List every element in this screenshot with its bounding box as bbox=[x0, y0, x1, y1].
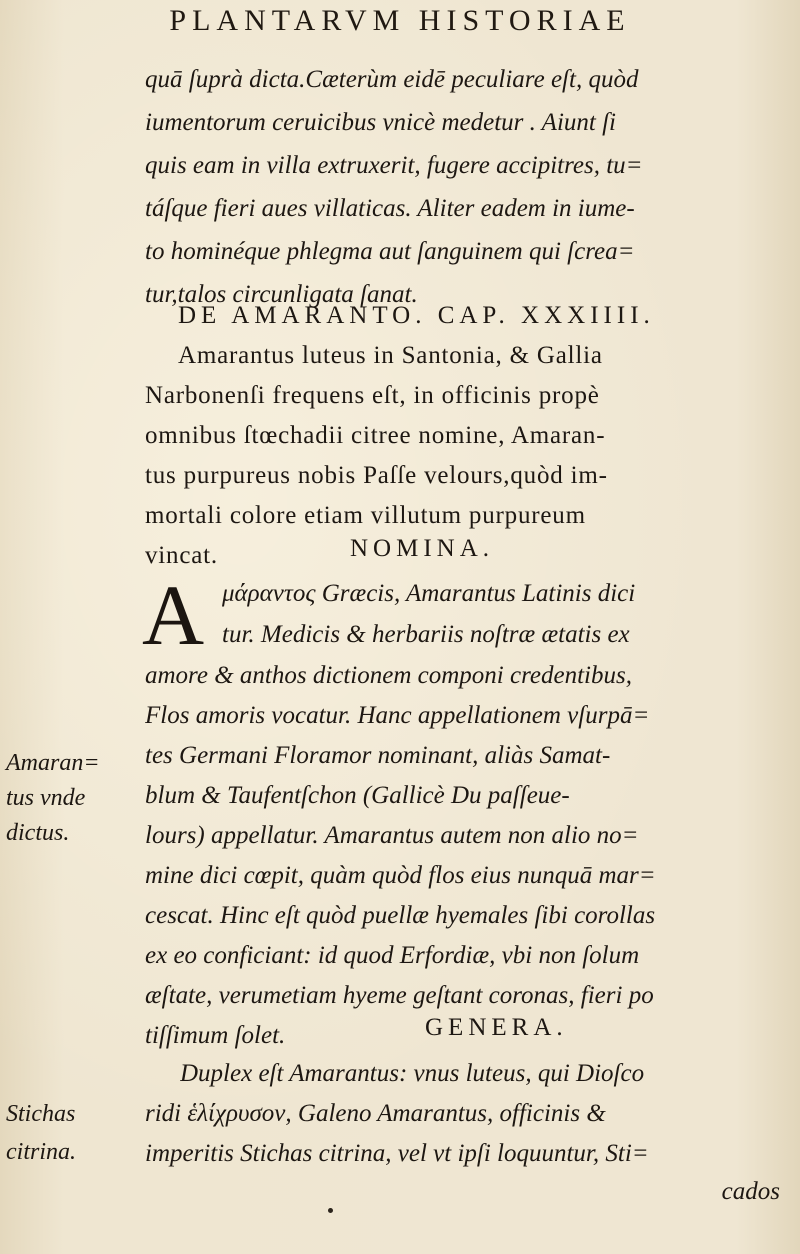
text-line: imperitis Stichas citrina, vel vt ipſi loquuntur, Sti= bbox=[145, 1140, 649, 1167]
margin-note: Amaran= bbox=[6, 750, 100, 776]
margin-note: tus vnde bbox=[6, 785, 86, 811]
text-line: táſque fieri aues villaticas. Aliter eadem in iume- bbox=[145, 195, 635, 222]
section-heading-nomina: NOMINA. bbox=[350, 535, 495, 562]
catchword: cados bbox=[721, 1178, 780, 1205]
margin-note: Stichas bbox=[6, 1101, 76, 1127]
text-line: Narbonenſi frequens eſt, in officinis propè bbox=[145, 382, 600, 409]
text-line: tus purpureus nobis Paſſe velours,quòd im- bbox=[145, 462, 608, 489]
running-head: PLANTARVM HISTORIAE bbox=[169, 4, 631, 37]
text-line: ex eo conficiant: id quod Erfordiæ, vbi non ſolum bbox=[145, 942, 640, 969]
text-line: lours) appellatur. Amarantus autem non alio no= bbox=[145, 822, 639, 849]
margin-note: citrina. bbox=[6, 1139, 76, 1165]
text-line: æſtate, verumetiam hyeme geſtant coronas, fieri po bbox=[145, 982, 654, 1009]
chapter-heading: DE AMARANTO. CAP. XXXIIII. bbox=[178, 302, 655, 329]
text-line: Flos amoris vocatur. Hanc appellationem vſurpā= bbox=[145, 702, 650, 729]
text-line: tes Germani Floramor nominant, aliàs Samat- bbox=[145, 742, 611, 769]
text-line: mortali colore etiam villutum purpureum bbox=[145, 502, 586, 529]
text-line: Amarantus luteus in Santonia, & Gallia bbox=[178, 342, 603, 369]
text-line: Duplex eſt Amarantus: vnus luteus, qui Dioſco bbox=[180, 1060, 645, 1087]
text-line: to hominéque phlegma aut ſanguinem qui ſcrea= bbox=[145, 238, 635, 265]
text-line: iumentorum ceruicibus vnicè medetur . Aiunt ſi bbox=[145, 109, 616, 136]
text-line: mine dici cœpit, quàm quòd flos eius nunquā mar= bbox=[145, 862, 656, 889]
text-line: quā ſuprà dicta.Cæterùm eidē peculiare eſt, quòd bbox=[145, 66, 639, 93]
text-line: amore & anthos dictionem componi credentibus, bbox=[145, 662, 632, 689]
drop-cap: A bbox=[142, 567, 205, 663]
text-line: μάραντος Græcis, Amarantus Latinis dici bbox=[222, 580, 636, 607]
section-heading-genera: GENERA. bbox=[425, 1014, 568, 1041]
text-line: ridi ἑλίχρυσον, Galeno Amarantus, officinis & bbox=[145, 1100, 606, 1127]
text-line: tur. Medicis & herbariis noſtræ ætatis ex bbox=[222, 621, 630, 648]
text-line: vincat. bbox=[145, 542, 218, 569]
text-line: omnibus ſtœchadii citree nomine, Amaran- bbox=[145, 422, 606, 449]
margin-note: dictus. bbox=[6, 820, 70, 846]
ink-mark bbox=[328, 1208, 333, 1213]
text-line: quis eam in villa extruxerit, fugere accipitres, tu= bbox=[145, 152, 643, 179]
text-line: blum & Taufentſchon (Gallicè Du paſſeue- bbox=[145, 782, 570, 809]
text-line: tur,talos circunligata ſanat. bbox=[145, 281, 418, 308]
text-line: tiſſimum ſolet. bbox=[145, 1022, 286, 1049]
text-line: cescat. Hinc eſt quòd puellæ hyemales ſibi corollas bbox=[145, 902, 656, 929]
